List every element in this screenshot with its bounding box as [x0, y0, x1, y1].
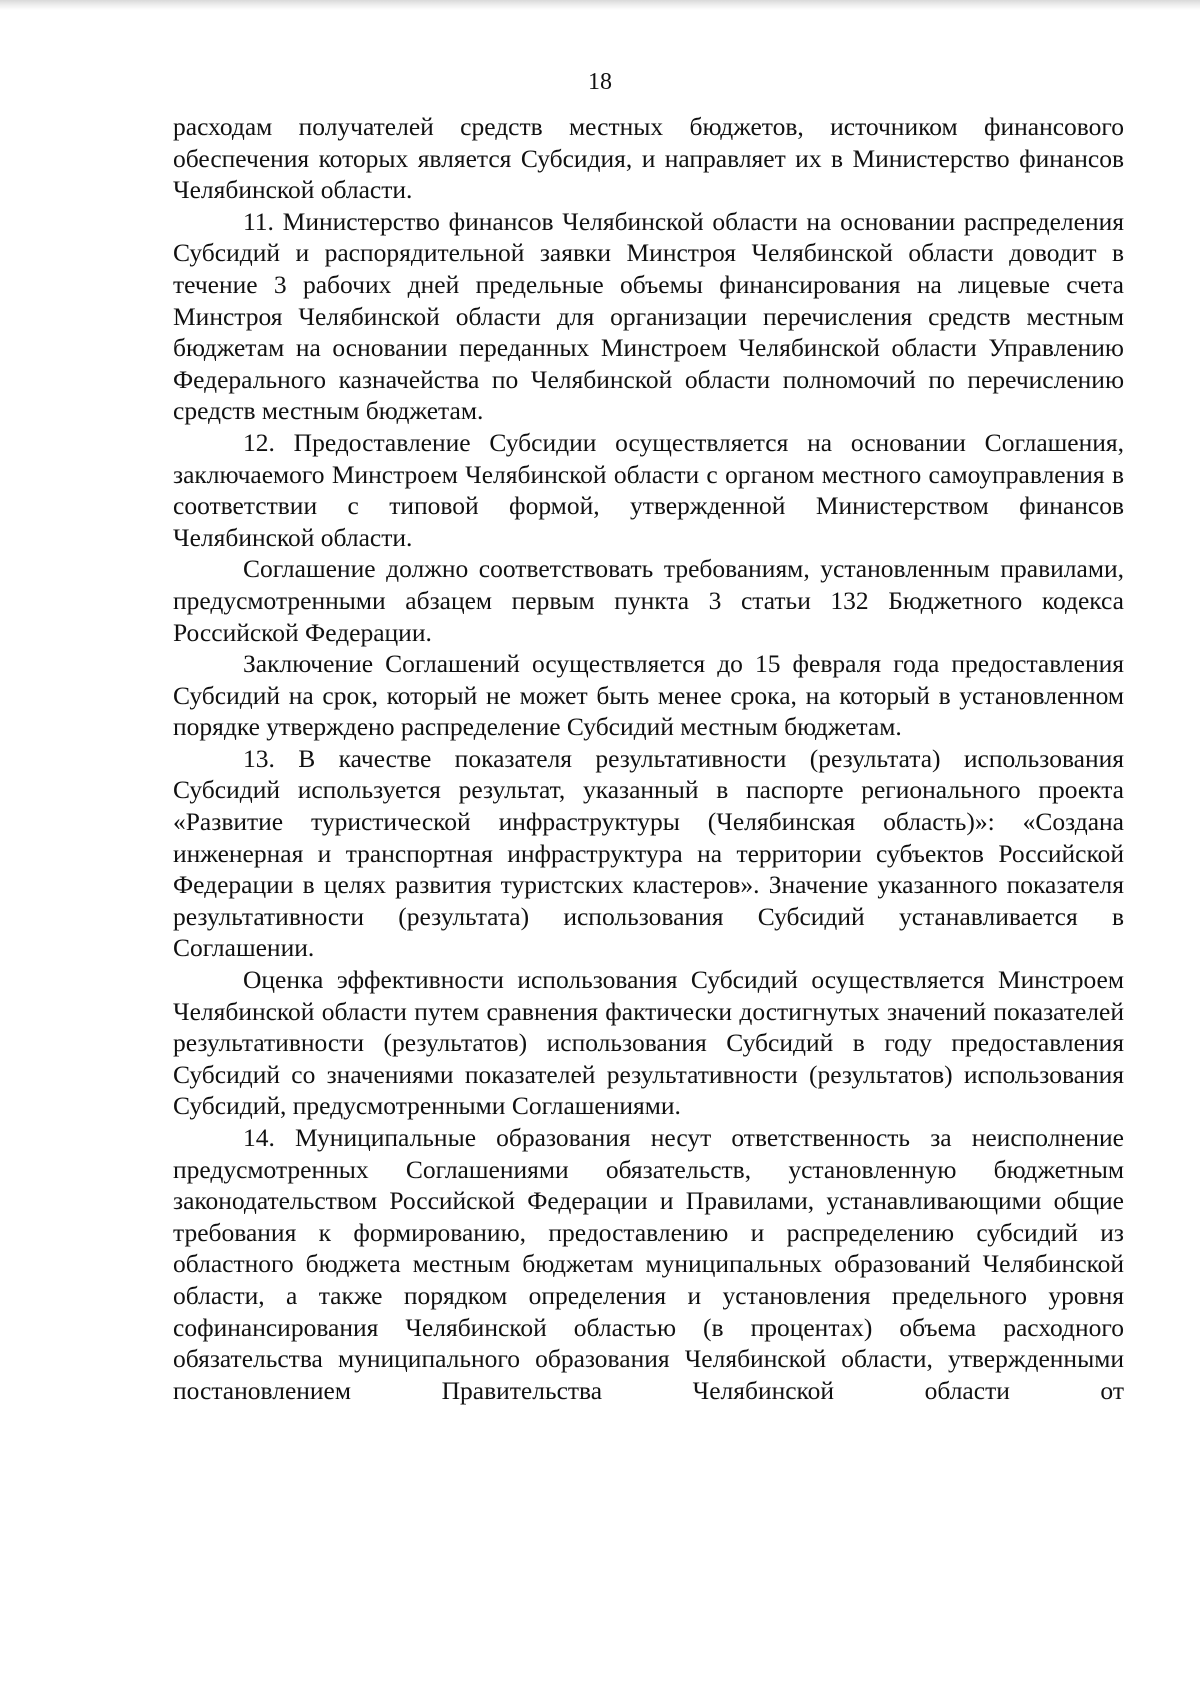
paragraph-14: 14. Муниципальные образования несут ответственность за неисполнение предусмотренных Соглашениями обязательств, установленную бюджетным законодательством Российской Федерации и Правилами, устанавливающими общие требования к формированию, предоставлению и распределению субсидий из областного бюджета местным бюджетам муниципальных образований Челябинской области, а также порядком определения и установления предельного уровня софинансирования Челябинской областью (в процентах) объема расходного обязательства муниципального образования Челябинской области, утвержденными постановлением Правительства Челябинской области от: [173, 1123, 1124, 1405]
scan-edge: [0, 0, 1200, 10]
page-number: 18: [588, 69, 612, 95]
paragraph-13-evaluation: Оценка эффективности использования Субсидий осуществляется Минстроем Челябинской области путем сравнения фактически достигнутых значений показателей результативности (результатов) использования Субсидий в году предоставления Субсидий со значениями показателей результативности (результатов) использования Субсидий, предусмотренными Соглашениями.: [173, 965, 1124, 1121]
paragraph-11: 11. Министерство финансов Челябинской области на основании распределения Субсидий и распорядительной заявки Минстроя Челябинской области доводит в течение 3 рабочих дней предельные объемы финансирования на лицевые счета Минстроя Челябинской области для организации перечисления средств местным бюджетам на основании переданных Минстроем Челябинской области Управлению Федерального казначейства по Челябинской области полномочий по перечислению средств местным бюджетам.: [173, 206, 1124, 426]
paragraph-12: 12. Предоставление Субсидии осуществляется на основании Соглашения, заключаемого Минстроем Челябинской области с органом местного самоуправления в соответствии с типовой формой, утвержденной Министерством финансов Челябинской области.: [173, 427, 1124, 552]
paragraph-12-requirements: Соглашение должно соответствовать требованиям, установленным правилами, предусмотренными абзацем первым пункта 3 статьи 132 Бюджетного кодекса Российской Федерации.: [173, 554, 1124, 647]
paragraph-continuation: расходам получателей средств местных бюджетов, источником финансового обеспечения которых является Субсидия, и направляет их в Министерство финансов Челябинской области.: [173, 112, 1124, 205]
document-body: [173, 111, 1124, 1406]
paragraph-12-deadline: Заключение Соглашений осуществляется до 15 февраля года предоставления Субсидий на срок, который не может быть менее срока, на который в установленном порядке утверждено распределение Субсидий местным бюджетам.: [173, 649, 1124, 742]
paragraph-13: 13. В качестве показателя результативности (результата) использования Субсидий используется результат, указанный в паспорте регионального проекта «Развитие туристической инфраструктуры (Челябинская область)»: «Создана инженерная и транспортная инфраструктура на территории субъектов Российской Федерации в целях развития туристских кластеров». Значение указанного показателя результативности (результата) использования Субсидий устанавливается в Соглашении.: [173, 743, 1124, 963]
